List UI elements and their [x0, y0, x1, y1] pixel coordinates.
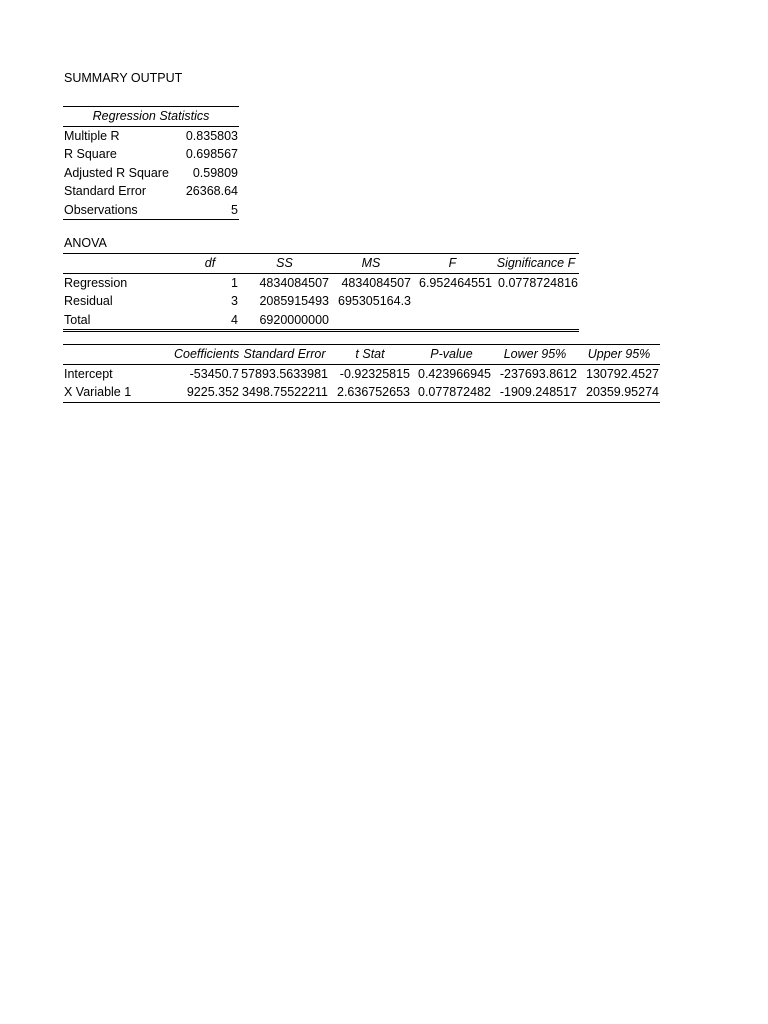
column-header: SS	[239, 254, 330, 274]
column-header: t Stat	[329, 345, 411, 365]
coefficients-table	[63, 344, 660, 403]
stat-label: Standard Error	[64, 184, 146, 198]
column-header: Coefficients	[173, 345, 240, 365]
table-cell: 0.0778724816	[498, 275, 578, 290]
column-header: P-value	[411, 345, 492, 365]
table-header-row	[63, 254, 579, 274]
stat-value: 0.59809	[192, 165, 238, 180]
table-header-row	[63, 345, 660, 365]
table-cell: Regression	[64, 275, 128, 290]
table-row	[63, 201, 239, 220]
table-cell: 3498.75522211	[242, 385, 328, 399]
table-cell: 3	[231, 294, 238, 308]
table-cell: Intercept	[64, 366, 113, 381]
table-cell: 1	[231, 275, 238, 290]
regression-statistics-table	[63, 106, 239, 220]
table-cell: 695305164.3	[338, 294, 411, 308]
table-cell: -237693.8612	[499, 366, 577, 381]
table-cell: Residual	[64, 294, 113, 308]
column-header: Standard Error	[240, 345, 329, 365]
table-row	[63, 292, 579, 311]
table-cell: 57893.5633981	[241, 366, 328, 381]
column-header: Lower 95%	[492, 345, 578, 365]
stat-label: Multiple R	[64, 128, 120, 143]
column-header: F	[412, 254, 493, 274]
table-cell	[493, 311, 579, 331]
table-header-row	[63, 107, 239, 127]
stat-value: 5	[231, 202, 238, 217]
stat-label: R Square	[64, 147, 117, 161]
table-row	[63, 383, 660, 402]
stat-value: 26368.64	[185, 184, 238, 198]
table-cell: 4	[231, 312, 238, 327]
table-row	[63, 364, 660, 383]
table-row	[63, 126, 239, 145]
table-row	[63, 145, 239, 164]
column-header	[63, 345, 173, 365]
table-cell: 6.952464551	[419, 275, 492, 290]
table-row	[63, 273, 579, 292]
anova-title: ANOVA	[64, 236, 107, 250]
column-header	[63, 254, 181, 274]
table-cell: -53450.7	[189, 366, 239, 381]
stat-label: Adjusted R Square	[64, 165, 169, 180]
table-cell: 130792.4527	[586, 366, 659, 381]
stat-value: 0.835803	[185, 128, 238, 143]
table-cell	[493, 292, 579, 311]
table-cell: X Variable 1	[64, 385, 132, 399]
table-cell	[412, 311, 493, 331]
table-row	[63, 182, 239, 201]
column-header: df	[181, 254, 239, 274]
table-cell: Total	[64, 312, 91, 327]
table-row	[63, 311, 579, 331]
table-cell: 6920000000	[259, 312, 329, 327]
table-cell: 0.423966945	[418, 366, 491, 381]
table-cell: 0.077872482	[418, 385, 491, 399]
table-cell: 4834084507	[259, 275, 329, 290]
table-cell	[412, 292, 493, 311]
table-row	[63, 164, 239, 183]
column-header: Significance F	[493, 254, 579, 274]
table-cell: 20359.95274	[586, 385, 659, 399]
column-header: Upper 95%	[578, 345, 660, 365]
anova-table	[63, 253, 579, 332]
column-header: MS	[330, 254, 412, 274]
table-cell: -0.92325815	[339, 366, 410, 381]
stat-label: Observations	[64, 202, 138, 217]
table-cell: 9225.352	[186, 385, 239, 399]
stat-value: 0.698567	[185, 147, 238, 161]
table-cell: 2085915493	[259, 294, 329, 308]
table-cell: -1909.248517	[499, 385, 577, 399]
regression-statistics-header: Regression Statistics	[63, 107, 239, 127]
table-cell: 2.636752653	[337, 385, 410, 399]
table-cell: 4834084507	[341, 275, 411, 290]
table-cell	[330, 311, 412, 331]
summary-output-title: SUMMARY OUTPUT	[64, 71, 183, 85]
